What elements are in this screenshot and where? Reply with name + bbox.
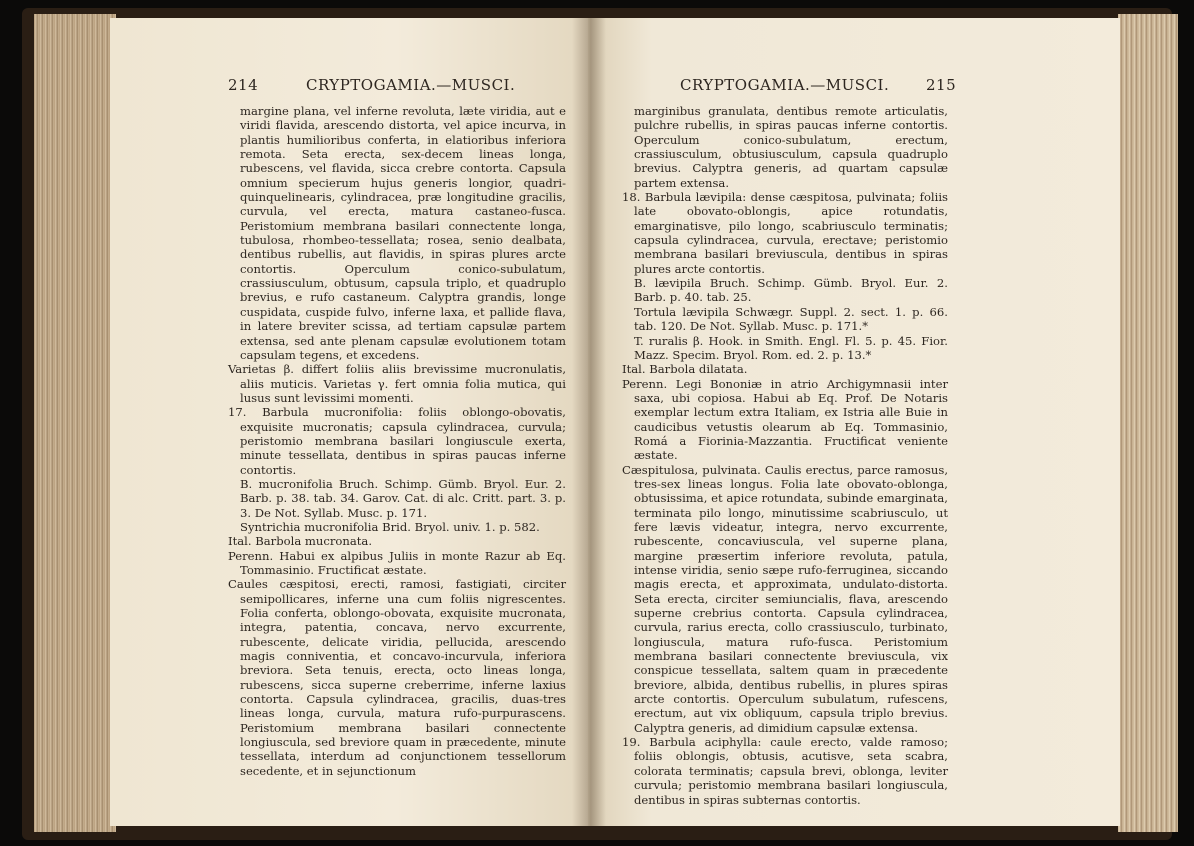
left-page-number: 214 (228, 76, 259, 94)
left-page (110, 18, 588, 826)
paragraph: Syntrichia mucronifolia Brid. Bryol. univ. 1. p. 582. (240, 519, 540, 534)
paragraph: Caules cæspitosi, erecti, ramosi, fastigiati, circiter semipollicares, inferne una cum foliis nigrescentes. Folia conferta, oblongo-obovata, exquisite mucronata, integra, patentia, concava, nervo excurrente, rubescente, delicate viridia, pellucida, arescendo magis conniventia, et concavo-incurvula, inferiora breviora. Seta tenuis, erecta, octo lineas longa, rubescens, sicca superne creberrime, inferne laxius contorta. Capsula cylindracea, gracilis, duas-tres lineas longa, curvula, matura rufo-purpurascens. Peristomium membrana basilari connectente longiuscula, sed breviore quam in præcedente, minute tessellata, interdum ad conjunctionem tessellorum secedente, et in sejunctionum (228, 577, 566, 778)
left-running-head: CRYPTOGAMIA.—MUSCI. (306, 76, 516, 94)
right-body-text (622, 104, 948, 807)
right-running-head: CRYPTOGAMIA.—MUSCI. (680, 76, 890, 94)
left-page-edges (34, 14, 116, 832)
paragraph: 18. Barbula lævipila: dense cæspitosa, pulvinata; foliis late obovato-oblongis, apice rotundatis, emarginatisve, pilo longo, scabriusculo terminatis; capsula cylindracea, curvula, erectave; peristomio membrana basilari breviuscula, dentibus in spiras plures arcte contortis. (622, 190, 948, 276)
paragraph: 19. Barbula aciphylla: caule erecto, valde ramoso; foliis oblongis, obtusis, acutisve, seta scabra, colorata terminatis; capsula brevi, oblonga, leviter curvula; peristomio membrana basilari longiuscula, dentibus in spiras subternas contortis. (622, 735, 948, 807)
paragraph: Cæspitulosa, pulvinata. Caulis erectus, parce ramosus, tres-sex lineas longus. Folia late obovato-oblonga, obtusissima, et apice rotundata, subinde emarginata, terminata pilo longo, minutissime scabriusculo, ut fere lævis videatur, integra, nervo excurrente, rubescente, concaviuscula, vel superne plana, margine præsertim inferiore revoluta, patula, intense viridia, senio sæpe rufo-ferruginea, siccando magis erecta, et approximata, undulato-distorta. Seta erecta, circiter semiuncialis, flava, arescendo superne crebrius contorta. Capsula cylindracea, curvula, rarius erecta, collo crassiusculo, turbinato, longiuscula, matura rufo-fusca. Peristomium membrana basilari connectente breviuscula, vix conspicue tessellata, saltem quam in præcedente breviore, albida, dentibus rubellis, in plures spiras arcte contortis. Operculum subulatum, rufescens, erectum, aut vix obliquum, capsula triplo brevius. Calyptra generis, ad dimidium capsulæ extensa. (622, 462, 948, 735)
left-body-text (228, 104, 566, 778)
paragraph: margine plana, vel inferne revoluta, læte viridia, aut e viridi flavida, arescendo distorta, vel apice incurva, in plantis humilioribus conferta, in elatioribus inferiora remota. Seta erecta, sex-decem lineas longa, rubescens, vel flavida, sicca crebre contorta. Capsula omnium specierum hujus generis longior, quadri-quinquelinearis, cylindracea, præ longitudine gracilis, curvula, vel erecta, matura castaneo-fusca. Peristomium membrana basilari connectente longa, tubulosa, rhombeo-tessellata; rosea, senio dealbata, dentibus rubellis, aut flavidis, in spiras plures arcte contortis. Operculum conico-subulatum, crassiusculum, obtusum, capsula triplo, et quadruplo brevius, e rufo castaneum. Calyptra grandis, longe cuspidata, cuspide fulvo, inferne laxa, et pallide flava, in latere breviter scissa, ad tertiam capsulæ partem extensa, sed ante plenam capsulæ evolutionem totam capsulam tegens, et excedens. (240, 104, 566, 362)
paragraph: Ital. Barbola dilatata. (622, 362, 748, 377)
paragraph: 17. Barbula mucronifolia: foliis oblongo-obovatis, exquisite mucronatis; capsula cylindracea, curvula; peristomio membrana basilari longiuscule exerta, minute tessellata, dentibus in spiras paucas inferne contortis. (228, 405, 566, 477)
paragraph: B. lævipila Bruch. Schimp. Gümb. Bryol. Eur. 2. Barb. p. 40. tab. 25. (634, 276, 948, 305)
paragraph: B. mucronifolia Bruch. Schimp. Gümb. Bryol. Eur. 2. Barb. p. 38. tab. 34. Garov. Cat. di alc. Critt. part. 3. p. 3. De Not. Syllab. Musc. p. 171. (240, 476, 566, 520)
paragraph: Varietas β. differt foliis aliis brevissime mucronulatis, aliis muticis. Varietas γ. fert omnia folia mutica, qui lusus sunt levissimi momenti. (228, 362, 566, 405)
paragraph: Ital. Barbola mucronata. (228, 534, 373, 549)
paragraph: marginibus granulata, dentibus remote articulatis, pulchre rubellis, in spiras paucas inferne contortis. Operculum conico-subulatum, erectum, crassiusculum, obtusiusculum, capsula quadruplo brevius. Calyptra generis, ad quartam capsulæ partem extensa. (634, 104, 948, 190)
right-page (588, 18, 1120, 826)
right-page-number: 215 (926, 76, 957, 94)
paragraph: Perenn. Habui ex alpibus Juliis in monte Razur ab Eq. Tommasinio. Fructificat æstate. (228, 548, 566, 577)
right-page-edges (1118, 14, 1178, 832)
paragraph: T. ruralis β. Hook. in Smith. Engl. Fl. 5. p. 45. Fior. Mazz. Specim. Bryol. Rom. ed. 2. p. 13.* (634, 333, 948, 362)
paragraph: Tortula lævipila Schwægr. Suppl. 2. sect. 1. p. 66. tab. 120. De Not. Syllab. Musc. p. 171.* (634, 304, 948, 334)
paragraph: Perenn. Legi Bononiæ in atrio Archigymnasii inter saxa, ubi copiosa. Habui ab Eq. Prof. De Notaris exemplar lectum extra Italiam, ex Istria alle Buie in caudicibus vetustis olearum ab Eq. Tommasinio, Romá a Fiorinia-Mazzantia. Fructificat veniente æstate. (622, 376, 948, 463)
left-running-header (228, 76, 568, 100)
right-running-header (680, 76, 980, 100)
book-gutter (572, 18, 606, 826)
